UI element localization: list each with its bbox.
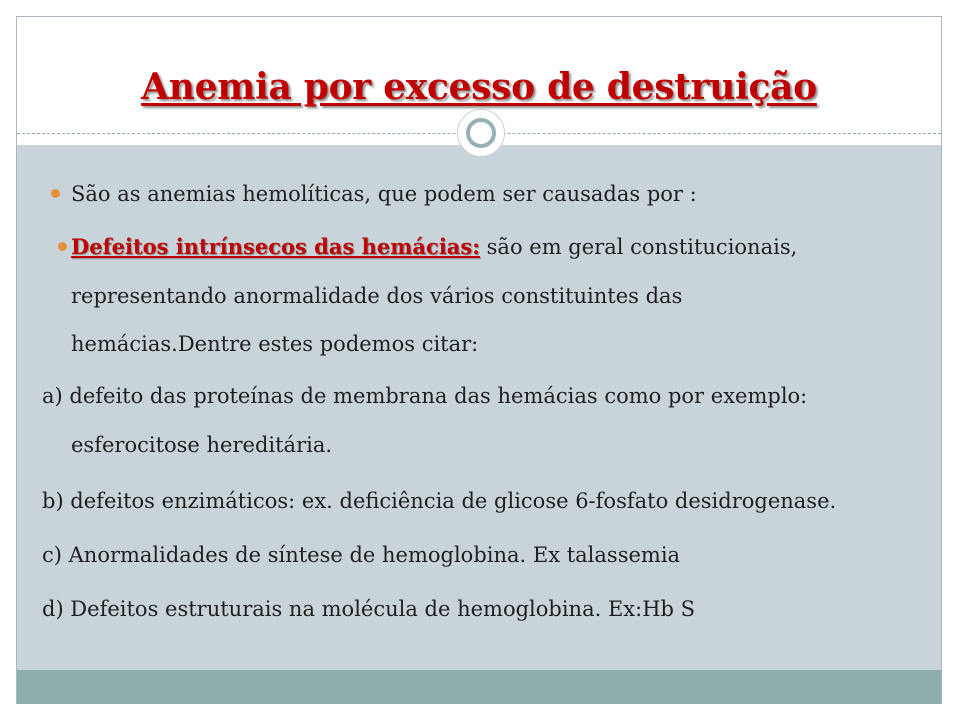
circle-ornament-icon (457, 109, 505, 157)
item-a-line-1: a) defeito das proteínas de membrana das hemácias como por exemplo: (42, 384, 808, 408)
bullet-2-label: Defeitos intrínsecos das hemácias: (71, 234, 480, 259)
bullet-2-line-2: representando anormalidade dos vários constituintes das (71, 284, 683, 308)
slide-title: Anemia por excesso de destruição (141, 66, 817, 108)
item-c: c) Anormalidades de síntese de hemoglobina. Ex talassemia (42, 543, 681, 567)
bullet-2-line-1-rest: são em geral constitucionais, (479, 235, 798, 259)
content-area (17, 145, 941, 670)
footer-bar (17, 670, 941, 704)
item-b: b) defeitos enzimáticos: ex. deficiência de glicose 6-fosfato desidrogenase. (42, 489, 837, 513)
bullet-dot-icon (58, 242, 67, 251)
bullet-1-text: São as anemias hemolíticas, que podem ser causadas por : (71, 182, 697, 206)
circle-ornament-inner (466, 118, 496, 148)
item-d: d) Defeitos estruturais na molécula de hemoglobina. Ex:Hb S (42, 597, 696, 621)
item-a-line-2: esferocitose hereditária. (71, 433, 333, 457)
bullet-dot-icon (51, 189, 60, 198)
bullet-2-line-1 (71, 221, 797, 273)
bullet-2-line-3: hemácias.Dentre estes podemos citar: (71, 332, 479, 356)
